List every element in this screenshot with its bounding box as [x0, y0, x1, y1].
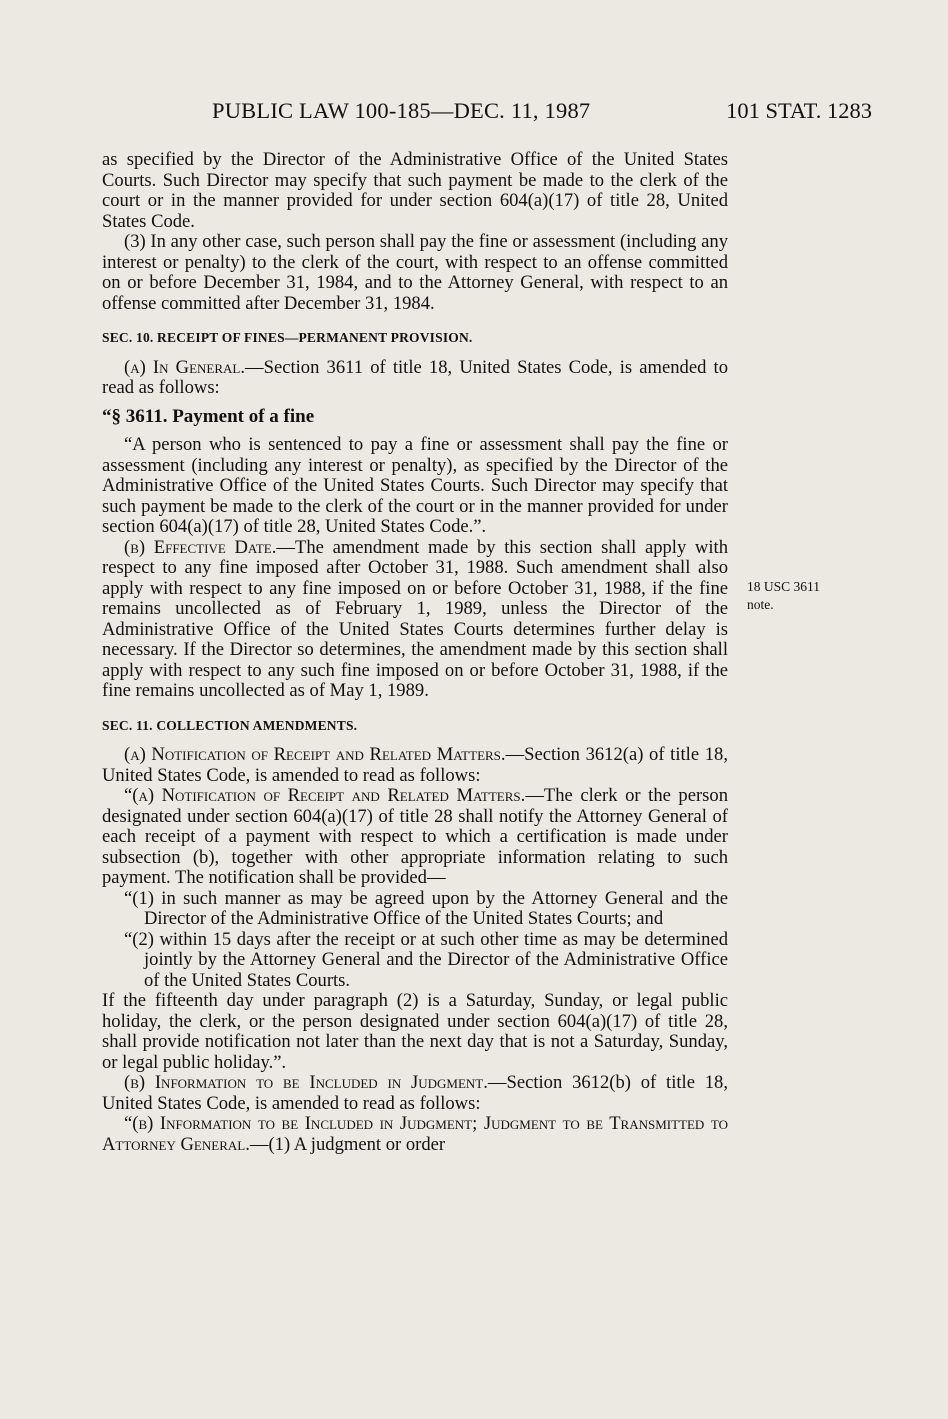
paragraph-text: —Section 3612(b) of title 18, United States Code, is amended to read as follows:: [102, 1072, 729, 1114]
subsection-heading: “(a) Notification of Receipt and Related Matters.: [124, 785, 526, 806]
paragraph-11b: [102, 1073, 728, 1114]
subsection-heading: (a) Notification of Receipt and Related Matters.: [124, 744, 506, 765]
margin-note-citation: 18 USC 3611: [747, 579, 821, 594]
paragraph-10b: [102, 538, 728, 702]
paragraph-text: —(1) A judgment or order: [249, 1133, 446, 1155]
paragraph-3: (3) In any other case, such person shall pay the fine or assessment (including any interest or penalty) to the clerk of the court, with respect to an offense committed on or before December 31, 1984, and to the Attorney General, with respect to an offense committed after December 31, 1984.: [102, 231, 728, 314]
paragraph-text: —Section 3612(a) of title 18, United States Code, is amended to read as follows:: [102, 744, 728, 786]
section-11-heading: SEC. 11. COLLECTION AMENDMENTS.: [102, 717, 358, 733]
margin-note-label: note.: [747, 597, 774, 612]
paragraph-10a: [102, 358, 728, 399]
statute-page-number: 101 STAT. 1283: [726, 98, 872, 123]
body-text: [102, 150, 728, 1155]
section-3611-heading: “§ 3611. Payment of a fine: [102, 405, 315, 427]
paragraph-holiday: If the fifteenth day under paragraph (2) is a Saturday, Sunday, or legal public holiday, the clerk, or the person designated under section 604(a)(17) of title 28, shall provide notification not later than the next day that is not a Saturday, Sunday, or legal public holiday.”.: [102, 990, 728, 1073]
paragraph-3612a: [102, 786, 728, 889]
paragraph-continuation: as specified by the Director of the Administrative Office of the United States Courts. Such Director may specify that such payment be made to the clerk of the court or in the manner provided for under section 604(a)(17) of title 28, United States Code.: [102, 149, 728, 232]
paragraph-text: —The clerk or the person designated under section 604(a)(17) of title 28 shall notify the Attorney General of each receipt of a payment with respect to which a certification is made under subsection (b), together with other appropriate information relating to such payment. The notification shall be provided—: [102, 785, 728, 888]
paragraph-3612b: [102, 1114, 728, 1155]
list-item-2: “(2) within 15 days after the receipt or at such other time as may be determined jointly by the Attorney General and the Director of the Administrative Office of the United States Courts.: [124, 928, 728, 991]
list-item-1: “(1) in such manner as may be agreed upon by the Attorney General and the Director of the Administrative Office of the United States Courts; and: [124, 887, 728, 929]
paragraph-3611: “A person who is sentenced to pay a fine or assessment shall pay the fine or assessment (including any interest or penalty), as specified by the Director of the Administrative Office of the United States Courts. Such Director may specify that such payment be made to the clerk of the court or in the manner provided for under section 604(a)(17) of title 28, United States Code.”.: [102, 434, 728, 537]
paragraph-text: —Section 3611 of title 18, United States Code, is amended to read as follows:: [102, 356, 728, 398]
header-title: PUBLIC LAW 100-185—DEC. 11, 1987: [212, 98, 591, 123]
subsection-heading: (a) In General.: [124, 356, 246, 378]
page-header: [212, 98, 872, 134]
paragraph-text: —The amendment made by this section shall apply with respect to any fine imposed after October 31, 1988. Such amendment shall also apply with respect to any fine imposed on or before October 31, 1988, if the fine remains uncollected as of February 1, 1989, unless the Director of the Administrative Office of the United States Courts determines further delay is necessary. If the Director so determines, the amendment made by this section shall apply with respect to any such fine imposed on or before October 31, 1988, if the fine remains uncollected as of May 1, 1989.: [102, 536, 728, 701]
subsection-heading: “(b) Information to be Included in Judgment; Judgment to be Transmitted to Attorney General.: [102, 1113, 728, 1155]
subsection-heading: (b) Effective Date.: [124, 536, 277, 558]
subsection-heading: (b) Information to be Included in Judgment.: [124, 1072, 488, 1093]
margin-note: [747, 578, 857, 614]
paragraph-11a: [102, 745, 728, 786]
section-10-heading: SEC. 10. RECEIPT OF FINES—PERMANENT PROVISION.: [102, 330, 473, 345]
